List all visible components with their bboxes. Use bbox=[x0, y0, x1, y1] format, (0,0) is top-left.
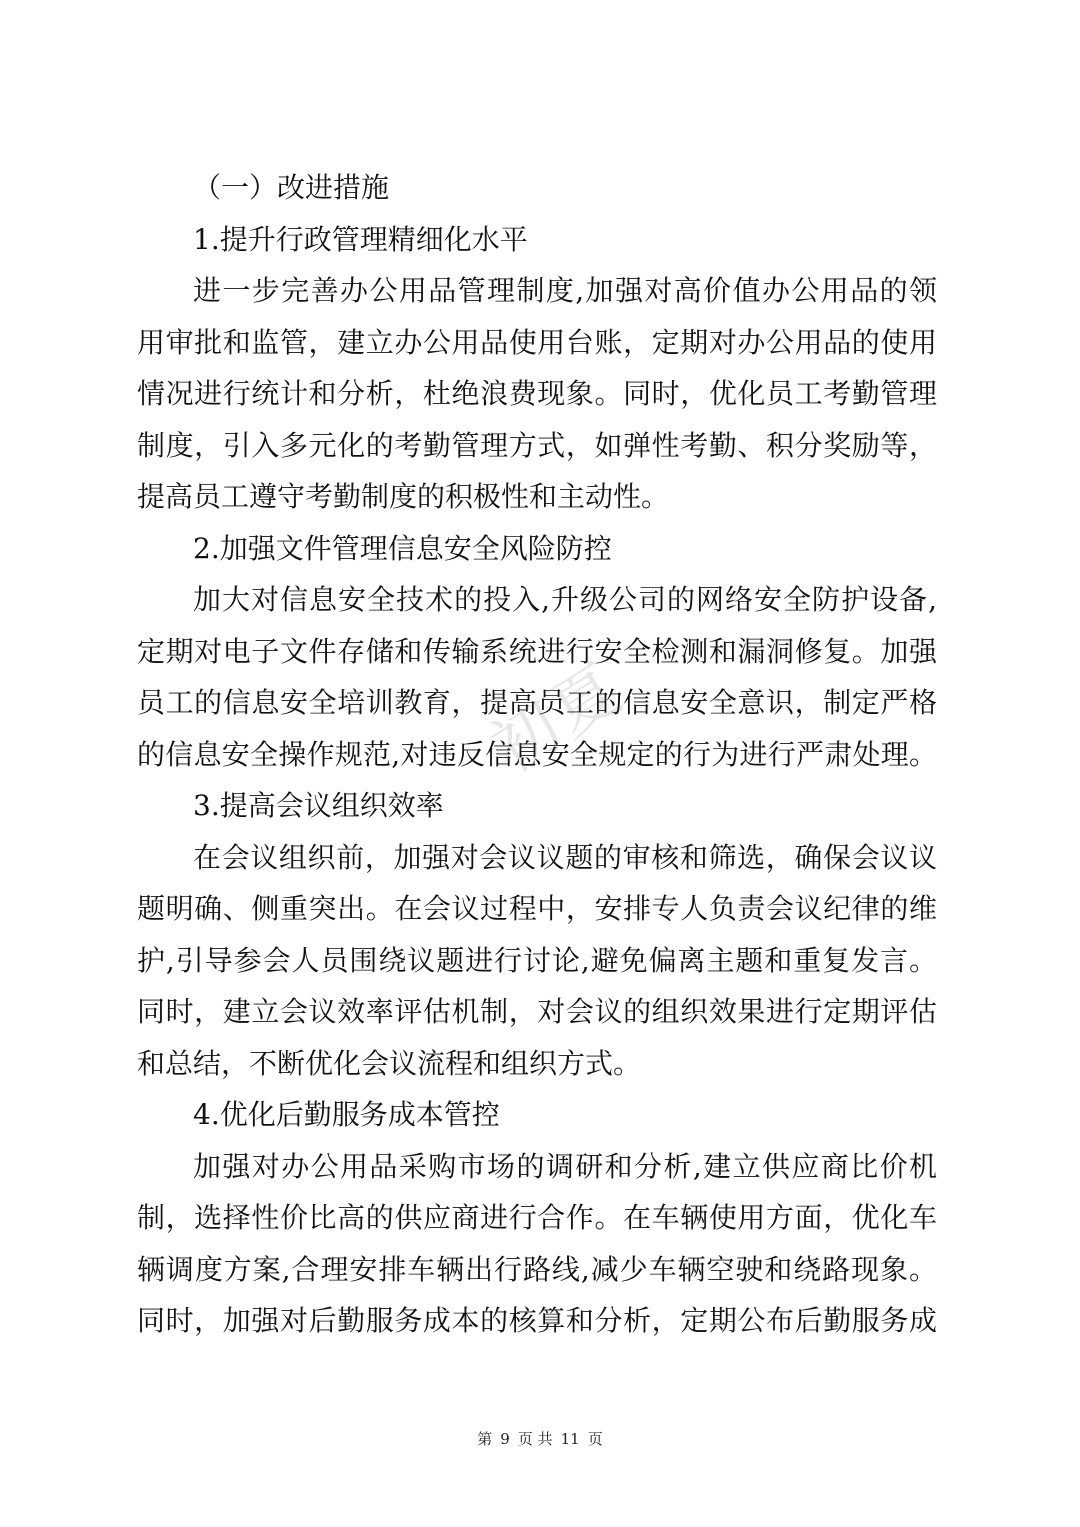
paragraph-line: 和总结，不断优化会议流程和组织方式。 bbox=[137, 1046, 642, 1080]
paragraph-line: 同时，建立会议效率评估机制，对会议的组织效果进行定期评估 bbox=[137, 995, 937, 1028]
paragraph-line: 定期对电子文件存储和传输系统进行安全检测和漏洞修复。加强 bbox=[137, 634, 937, 668]
paragraph-line: 护,引导参会人员围绕议题进行讨论,避免偏离主题和重复发言。 bbox=[137, 943, 937, 977]
footer-total-pages: 11 bbox=[560, 1430, 580, 1448]
paragraph-line: 用审批和监管，建立办公用品使用台账，定期对办公用品的使用 bbox=[137, 325, 937, 359]
paragraph-line: 制，选择性价比高的供应商进行合作。在车辆使用方面，优化车 bbox=[137, 1201, 937, 1234]
paragraph-line: 辆调度方案,合理安排车辆出行路线,减少车辆空驶和绕路现象。 bbox=[137, 1252, 937, 1286]
paragraph-line: 制度，引入多元化的考勤管理方式，如弹性考勤、积分奖励等， bbox=[137, 428, 937, 462]
item-heading: 2.加强文件管理信息安全风险防控 bbox=[193, 531, 612, 565]
section-title: （一）改进措施 bbox=[193, 171, 390, 204]
footer-prefix: 第 bbox=[477, 1430, 493, 1448]
footer-page-number: 9 bbox=[500, 1430, 510, 1448]
paragraph-line: 情况进行统计和分析，杜绝浪费现象。同时，优化员工考勤管理 bbox=[137, 377, 937, 410]
paragraph-line: 加强对办公用品采购市场的调研和分析,建立供应商比价机 bbox=[193, 1149, 937, 1183]
paragraph-line: 同时，加强对后勤服务成本的核算和分析，定期公布后勤服务成 bbox=[137, 1304, 937, 1337]
footer-middle: 页 共 bbox=[517, 1430, 553, 1448]
paragraph-line: 题明确、侧重突出。在会议过程中，安排专人负责会议纪律的维 bbox=[137, 892, 937, 925]
paragraph-line: 提高员工遵守考勤制度的积极性和主动性。 bbox=[137, 480, 670, 513]
paragraph-line: 加大对信息安全技术的投入,升级公司的网络安全防护设备, bbox=[193, 583, 937, 616]
document-body bbox=[137, 162, 937, 1347]
paragraph-line: 的信息安全操作规范,对违反信息安全规定的行为进行严肃处理。 bbox=[137, 737, 937, 771]
paragraph-line: 在会议组织前，加强对会议议题的审核和筛选，确保会议议 bbox=[193, 840, 937, 874]
page-footer bbox=[0, 1428, 1080, 1449]
item-heading: 4.优化后勤服务成本管控 bbox=[193, 1098, 500, 1131]
item-heading: 3.提高会议组织效率 bbox=[193, 789, 444, 822]
footer-suffix: 页 bbox=[587, 1430, 603, 1448]
paragraph-line: 员工的信息安全培训教育，提高员工的信息安全意识，制定严格 bbox=[137, 686, 937, 719]
watermark: 初夏 bbox=[477, 648, 638, 789]
item-heading: 1.提升行政管理精细化水平 bbox=[193, 222, 528, 256]
paragraph-line: 进一步完善办公用品管理制度,加强对高价值办公用品的领 bbox=[193, 274, 937, 307]
